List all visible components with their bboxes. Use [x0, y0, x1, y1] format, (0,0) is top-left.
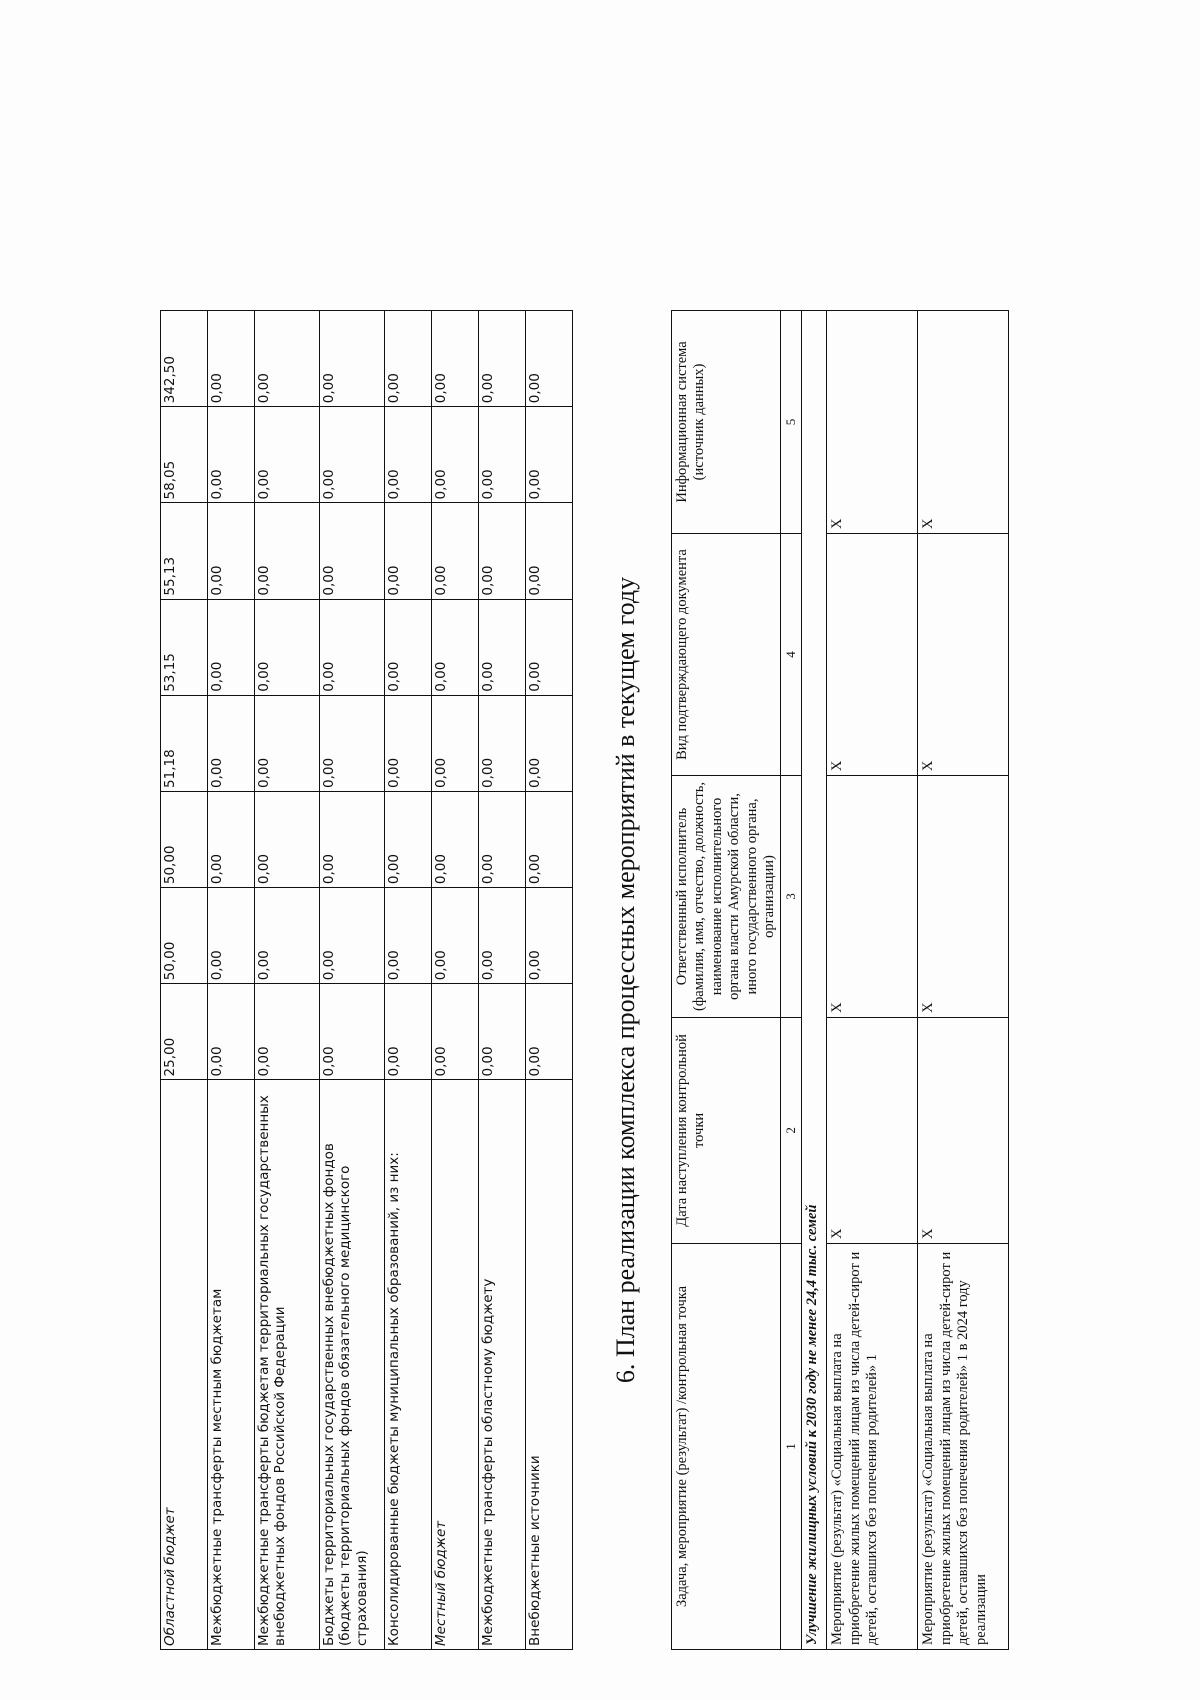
measure-name: Мероприятие (результат) «Социальная выплата на приобретение жилых помещений лицам из числа детей-сирот и детей, оставшихся без попечения родителей» 1 — [827, 1243, 918, 1649]
col-number: 2 — [781, 1017, 802, 1243]
budget-value: 0,00 — [526, 503, 573, 599]
budget-value: 25,00 — [161, 984, 208, 1080]
column-number-row — [781, 311, 802, 1650]
budget-value: 0,00 — [526, 791, 573, 887]
rotated-content — [160, 290, 1060, 1650]
budget-row — [255, 311, 320, 1650]
budget-row-label: Внебюджетные источники — [526, 1080, 573, 1650]
budget-value: 0,00 — [526, 984, 573, 1080]
plan-table — [671, 310, 1009, 1650]
budget-value: 0,00 — [479, 311, 526, 407]
measure-name: Мероприятие (результат) «Социальная выплата на приобретение жилых помещений лицам из числа детей-сирот и детей, оставшихся без попечения родителей» 1 в 2024 году реализации — [918, 1243, 1009, 1649]
budget-value: 0,00 — [320, 695, 385, 791]
budget-value: 0,00 — [255, 599, 320, 695]
budget-value: 53,15 — [161, 599, 208, 695]
budget-row-label: Межбюджетные трансферты областному бюджету — [479, 1080, 526, 1650]
section-heading: 6. План реализации комплекса процессных мероприятий в текущем году — [611, 576, 640, 1384]
measure-document: X — [827, 533, 918, 775]
budget-value: 0,00 — [479, 791, 526, 887]
budget-value: 0,00 — [526, 695, 573, 791]
header-task: Задача, мероприятие (результат) /контрольная точка — [672, 1243, 781, 1649]
budget-value: 0,00 — [208, 407, 255, 503]
col-number: 1 — [781, 1243, 802, 1649]
measure-document: X — [918, 533, 1009, 775]
budget-value: 0,00 — [432, 695, 479, 791]
task-title: Улучшение жилищных условий к 2030 году не менее 24,4 тыс. семей — [802, 311, 827, 1650]
budget-value: 0,00 — [255, 791, 320, 887]
budget-row-label: Межбюджетные трансферты местным бюджетам — [208, 1080, 255, 1650]
measure-executor: X — [918, 776, 1009, 1018]
budget-value: 0,00 — [255, 503, 320, 599]
budget-row-label: Консолидированные бюджеты муниципальных образований, из них: — [385, 1080, 432, 1650]
budget-value: 0,00 — [526, 599, 573, 695]
plan-row — [918, 311, 1009, 1650]
budget-value: 0,00 — [385, 599, 432, 695]
budget-value: 0,00 — [432, 503, 479, 599]
budget-row — [161, 311, 208, 1650]
budget-value: 0,00 — [479, 407, 526, 503]
measure-date: X — [918, 1017, 1009, 1243]
budget-value: 0,00 — [208, 695, 255, 791]
budget-row — [320, 311, 385, 1650]
measure-executor: X — [827, 776, 918, 1018]
budget-value: 0,00 — [432, 791, 479, 887]
budget-value: 0,00 — [432, 888, 479, 984]
budget-row — [385, 311, 432, 1650]
budget-value: 0,00 — [385, 791, 432, 887]
measure-date: X — [827, 1017, 918, 1243]
budget-value: 58,05 — [161, 407, 208, 503]
budget-row-label: Местный бюджет — [432, 1080, 479, 1650]
task-row — [802, 311, 827, 1650]
budget-row-label: Областной бюджет — [161, 1080, 208, 1650]
budget-value: 0,00 — [320, 791, 385, 887]
col-number: 4 — [781, 533, 802, 775]
budget-value: 50,00 — [161, 791, 208, 887]
budget-value: 0,00 — [255, 984, 320, 1080]
budget-value: 0,00 — [208, 503, 255, 599]
budget-value: 0,00 — [479, 503, 526, 599]
budget-value: 0,00 — [526, 311, 573, 407]
budget-value: 0,00 — [385, 407, 432, 503]
budget-value: 0,00 — [432, 311, 479, 407]
budget-value: 0,00 — [479, 695, 526, 791]
header-executor: Ответственный исполнитель (фамилия, имя, отчество, должность, наименование исполнительного органа власти Амурской области, иного государственного органа, организации) — [672, 776, 781, 1018]
budget-row-label: Межбюджетные трансферты бюджетам территориальных государственных внебюджетных фондов Российской Федерации — [255, 1080, 320, 1650]
budget-value: 0,00 — [320, 888, 385, 984]
budget-table — [160, 310, 573, 1650]
budget-value: 0,00 — [255, 695, 320, 791]
budget-row-label: Бюджеты территориальных государственных внебюджетных фондов (бюджеты территориальных фондов обязательного медицинского страхования) — [320, 1080, 385, 1650]
plan-row — [827, 311, 918, 1650]
budget-value: 0,00 — [320, 599, 385, 695]
budget-value: 0,00 — [208, 984, 255, 1080]
measure-system: X — [918, 311, 1009, 534]
budget-value: 0,00 — [385, 695, 432, 791]
measure-system: X — [827, 311, 918, 534]
budget-value: 0,00 — [320, 407, 385, 503]
budget-value: 0,00 — [432, 407, 479, 503]
budget-value: 0,00 — [385, 503, 432, 599]
budget-value: 0,00 — [320, 503, 385, 599]
header-system: Информационная система (источник данных) — [672, 311, 781, 534]
budget-value: 0,00 — [526, 888, 573, 984]
plan-header-row — [672, 311, 781, 1650]
budget-value: 0,00 — [255, 407, 320, 503]
budget-value: 0,00 — [320, 984, 385, 1080]
col-number: 3 — [781, 776, 802, 1018]
budget-value: 0,00 — [208, 791, 255, 887]
budget-value: 0,00 — [432, 599, 479, 695]
budget-value: 55,13 — [161, 503, 208, 599]
budget-value: 0,00 — [208, 599, 255, 695]
budget-value: 0,00 — [320, 311, 385, 407]
budget-row — [526, 311, 573, 1650]
header-date: Дата наступления контрольной точки — [672, 1017, 781, 1243]
header-document: Вид подтверждающего документа — [672, 533, 781, 775]
col-number: 5 — [781, 311, 802, 534]
budget-row — [432, 311, 479, 1650]
budget-value: 0,00 — [208, 888, 255, 984]
budget-value: 0,00 — [526, 407, 573, 503]
budget-value: 0,00 — [208, 311, 255, 407]
budget-value: 0,00 — [479, 888, 526, 984]
budget-value: 342,50 — [161, 311, 208, 407]
budget-value: 0,00 — [479, 599, 526, 695]
budget-value: 0,00 — [432, 984, 479, 1080]
budget-value: 0,00 — [255, 888, 320, 984]
budget-value: 0,00 — [255, 311, 320, 407]
budget-value: 0,00 — [385, 984, 432, 1080]
budget-value: 51,18 — [161, 695, 208, 791]
budget-row — [479, 311, 526, 1650]
budget-row — [208, 311, 255, 1650]
budget-value: 0,00 — [385, 311, 432, 407]
budget-value: 0,00 — [479, 984, 526, 1080]
budget-value: 50,00 — [161, 888, 208, 984]
budget-value: 0,00 — [385, 888, 432, 984]
